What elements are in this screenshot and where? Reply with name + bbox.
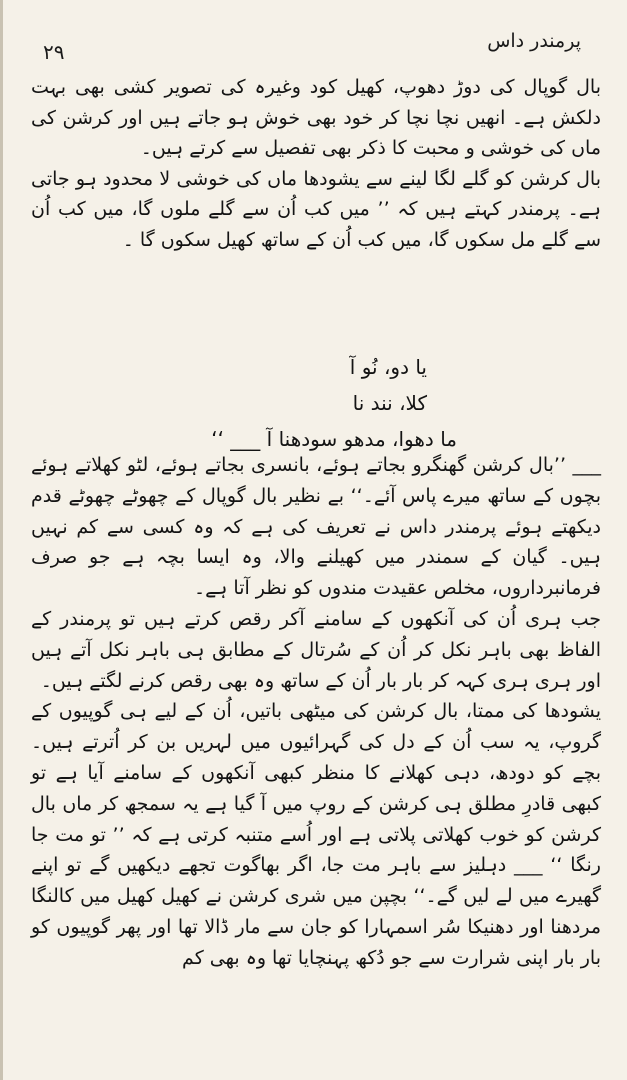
body-text-bottom [31, 450, 601, 974]
paragraph: یشودھا کی ممتا، بال کرشن کی میٹھی باتیں، اُن کے لیے ہی گوپیوں کے گروپ، یہ سب اُن کے دل کی گہرائیوں میں لہریں بن کر اُترتے ہیں۔ بچے کو دودھ، دہی کھلانے کا منظر کبھی آنکھوں کے سامنے آیا ہے تو کبھی قادرِ مطلق ہی کرشن کے روپ میں آ گیا ہے یہ سمجھ کر ماں بال کرشن کو خوب کھلاتی پلاتی ہے اور اُسے متنبہ کرتی ہے کہ ’’ تو مت جا رنگا ‘‘ ___ دہلیز سے باہر مت جا، اگر بھاگوت تجھے دیکھیں گے تو اپنے گھیرے میں لے لیں گے۔‘‘ بچپن میں شری کرشن نے کھیل کھیل میں کالنگا مردھنا اور دھنیکا سُر اسمہارا کو جان سے مار ڈالا تھا اور پھر گوپیوں کو بار بار اپنی شرارت سے جو دُکھ پہنچایا تھا وہ بھی کم [31, 700, 601, 969]
body-text-top [31, 72, 601, 255]
verse-line: یا دو، نُو آ [349, 355, 427, 379]
paragraph: جب ہری اُن کی آنکھوں کے سامنے آکر رقص کرتے ہیں تو پرمندر کے الفاظ بھی باہر نکل کر اُن کے سُرتال کے مطابق ہی باہر نکل آتے ہیں اور ہری ہری کہہ کر بار بار اُن کے ساتھ وہ بھی رقص کرنے لگتے ہیں۔ [31, 607, 601, 692]
paragraph: ___ ’’بال کرشن گھنگرو بجاتے ہوئے، بانسری بجاتے ہوئے، لٹو کھلاتے ہوئے بچوں کے ساتھ میرے پاس آئے۔‘‘ بے نظیر بال گوپال کے چھوٹے چھوٹے قدم دیکھتے ہوئے پرمندر داس نے تعریف کی ہے کہ وہ کسی سے کم نہیں ہیں۔ گیان کے سمندر میں کھیلنے والا، وہ ایسا بچہ ہے جو صرف فرمانبرداروں، مخلص عقیدت مندوں کو نظر آتا ہے۔ [31, 454, 601, 600]
verse-line: کلا، نند نا [352, 391, 427, 415]
page-number: ۲۹ [43, 40, 65, 64]
verse-line: ما دھوا، مدھو سودھنا آ ___ ‘‘ [211, 427, 457, 451]
paragraph: بال کرشن کو گلے لگا لینے سے یشودھا ماں کی خوشی لا محدود ہو جاتی ہے۔ پرمندر کہتے ہیں کہ ’’ میں کب اُن سے گلے ملوں گا، میں کب اُن سے گلے مل سکوں گا، میں کب اُن کے ساتھ کھیل سکوں گا ۔ [31, 167, 601, 251]
paragraph: بال گوپال کی دوڑ دھوپ، کھیل کود وغیرہ کی تصویر کشی بھی بہت دلکش ہے۔ انھیں نچا نچا کر خود بھی خوش ہو جاتے ہیں اور کرشن کی ماں کی خوشی و محبت کا ذکر بھی تفصیل سے کرتے ہیں۔ [31, 76, 601, 159]
running-header: پرمندر داس [487, 30, 581, 52]
